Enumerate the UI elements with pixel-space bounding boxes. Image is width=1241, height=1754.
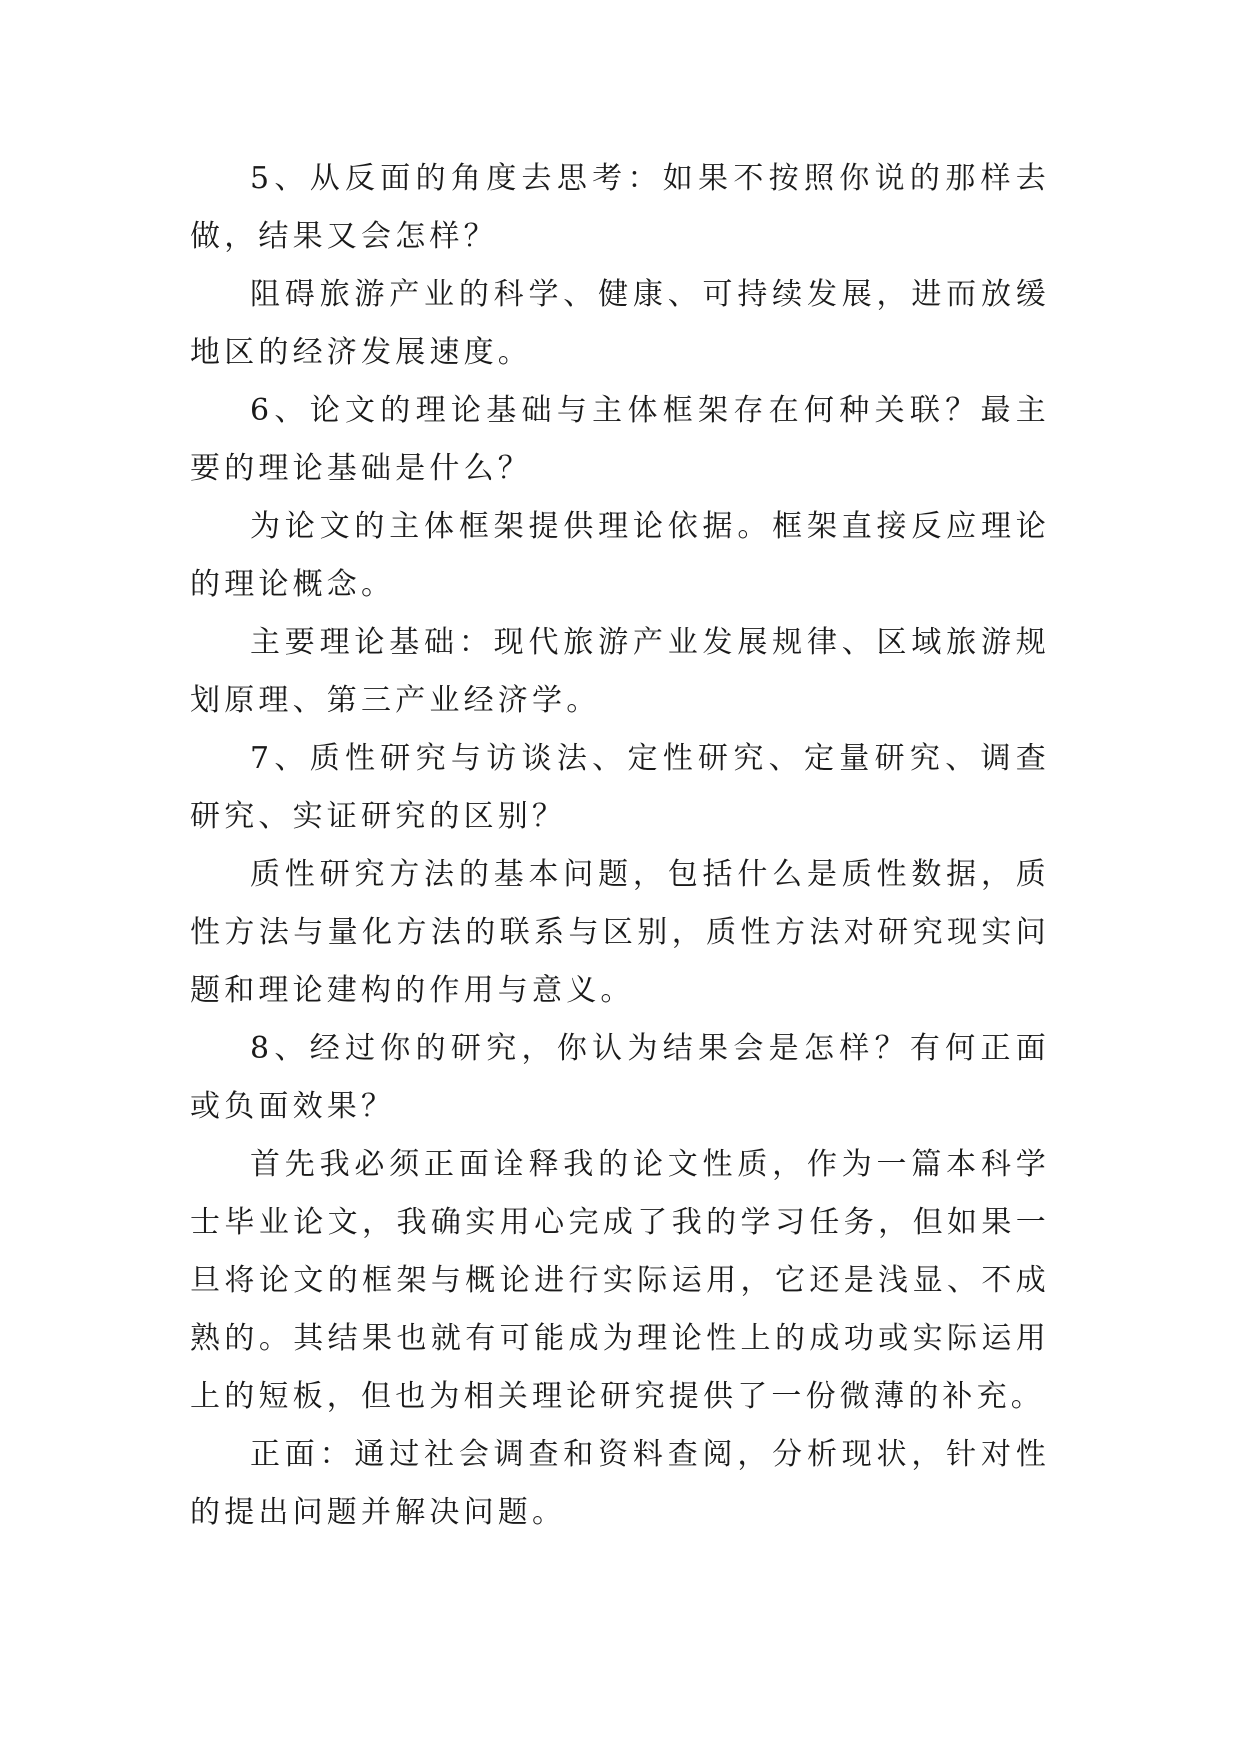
answer-7: 质性研究方法的基本问题，包括什么是质性数据，质性方法与量化方法的联系与区别，质性方法对研究现实问题和理论建构的作用与意义。 bbox=[190, 857, 1050, 1008]
question-8: 8、经过你的研究，你认为结果会是怎样？有何正面或负面效果？ bbox=[190, 1031, 1050, 1124]
question-6: 6、论文的理论基础与主体框架存在何种关联？最主要的理论基础是什么？ bbox=[190, 393, 1050, 486]
answer-6-part-1: 为论文的主体框架提供理论依据。框架直接反应理论的理论概念。 bbox=[190, 509, 1050, 602]
answer-8-part-1: 首先我必须正面诠释我的论文性质，作为一篇本科学士毕业论文，我确实用心完成了我的学习任务，但如果一旦将论文的框架与概论进行实际运用，它还是浅显、不成熟的。其结果也就有可能成为理论性上的成功或实际运用上的短板，但也为相关理论研究提供了一份微薄的补充。 bbox=[190, 1147, 1050, 1414]
answer-5: 阻碍旅游产业的科学、健康、可持续发展，进而放缓地区的经济发展速度。 bbox=[190, 277, 1050, 370]
answer-8-part-2: 正面：通过社会调查和资料查阅，分析现状，针对性的提出问题并解决问题。 bbox=[190, 1437, 1050, 1530]
question-7: 7、质性研究与访谈法、定性研究、定量研究、调查研究、实证研究的区别？ bbox=[190, 741, 1050, 834]
document-body bbox=[190, 150, 1050, 1542]
question-5: 5、从反面的角度去思考：如果不按照你说的那样去做，结果又会怎样？ bbox=[190, 161, 1050, 254]
answer-6-part-2: 主要理论基础：现代旅游产业发展规律、区域旅游规划原理、第三产业经济学。 bbox=[190, 625, 1050, 718]
